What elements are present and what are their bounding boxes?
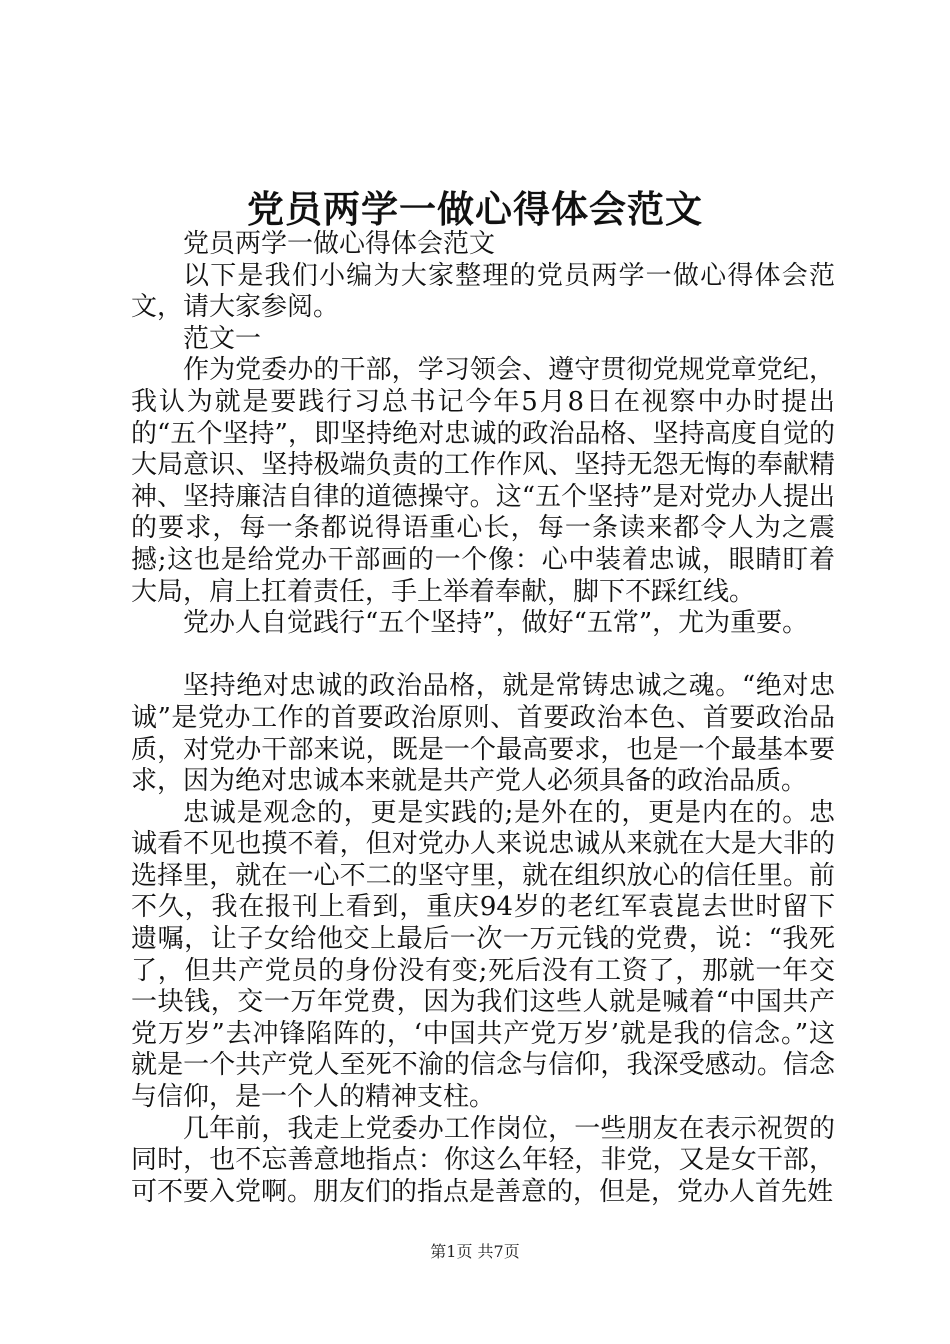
paragraph-body: 坚持绝对忠诚的政治品格，就是常铸忠诚之魂。“绝对忠诚”是党办工作的首要政治原则、首要政治本色、首要政治品质，对党办干部来说，既是一个最高要求，也是一个最基本要求，因为绝对忠诚本来就是共产党人必须具备的政治品质。 xyxy=(131,671,835,797)
document-title: 党员两学一做心得体会范文 xyxy=(247,187,703,231)
blank-line xyxy=(131,640,835,672)
paragraph-body: 党办人自觉践行“五个坚持”，做好“五常”，尤为重要。 xyxy=(183,608,809,639)
document-body xyxy=(131,229,835,1208)
paragraph-body: 作为党委办的干部，学习领会、遵守贯彻党规党章党纪，我认为就是要践行习总书记今年5月8日在视察中办时提出的“五个坚持”，即坚持绝对忠诚的政治品格、坚持高度自觉的大局意识、坚持极端负责的工作作风、坚持无怨无悔的奉献精神、坚持廉洁自律的道德操守。这“五个坚持”是对党办人提出的要求，每一条都说得语重心长，每一条读来都令人为之震撼;这也是给党办干部画的一个像：心中装着忠诚，眼睛盯着大局，肩上扛着责任，手上举着奉献，脚下不踩红线。 xyxy=(131,355,835,607)
paragraph-body: 几年前，我走上党委办工作岗位，一些朋友在表示祝贺的同时，也不忘善意地指点：你这么年轻，非党，又是女干部，可不要入党啊。朋友们的指点是善意的，但是，党办人首先姓 xyxy=(131,1113,835,1207)
paragraph-intro: 以下是我们小编为大家整理的党员两学一做心得体会范文，请大家参阅。 xyxy=(131,260,835,323)
paragraph-body: 忠诚是观念的，更是实践的;是外在的，更是内在的。忠诚看不见也摸不着，但对党办人来说忠诚从来就在大是大非的选择里，就在一心不二的坚守里，就在组织放心的信任里。前不久，我在报刊上看到，重庆94岁的老红军袁崑去世时留下遗嘱，让子女给他交上最后一次一万元钱的党费，说：“我死了，但共产党员的身份没有变;死后没有工资了，那就一年交一块钱，交一万年党费，因为我们这些人就是喊着“中国共产党万岁”去冲锋陷阵的，‘中国共产党万岁’就是我的信念。”这就是一个共产党人至死不渝的信念与信仰，我深受感动。信念与信仰，是一个人的精神支柱。 xyxy=(131,797,835,1113)
page-footer: 第1页 共7页 xyxy=(430,1242,520,1261)
paragraph-section-label: 范文一 xyxy=(183,323,262,354)
paragraph-heading-repeat: 党员两学一做心得体会范文 xyxy=(183,229,496,259)
